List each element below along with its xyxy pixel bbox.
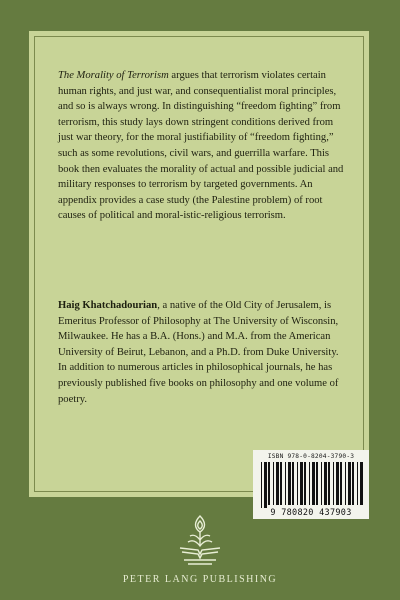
barcode-bars [253,450,369,510]
author-bio-paragraph [58,298,345,407]
synopsis-text: argues that terrorism violates certain human rights, and just war, and consequentialist moral principles, and so is always wrong. In distinguishing “freedom fighting” from terrorism, this study lays down stringent conditions derived from just war theory, for the moral justifiability of “freedom fighting,” such as some revolutions, civil wars, and guerrilla warfare. This book then evaluates the morality of actual and possible judicial and military responses to terrorism by targeted governments. An appendix provides a case study (the Palestine problem) of root causes of political and moral-istic-religious terrorism. [58,70,344,222]
barcode-bar [312,462,315,505]
barcode-bar [273,462,274,505]
barcode-bar [276,462,279,505]
barcode-bar [285,462,286,505]
barcode-bar [321,462,322,505]
book-title: The Morality of Terrorism [58,70,169,81]
barcode-bar [304,462,306,505]
barcode-bar [261,462,262,508]
barcode-bar [297,462,298,505]
barcode-bar [336,462,339,505]
isbn-label: ISBN 978-0-8204-3790-3 [267,453,355,460]
barcode-bar [360,462,363,505]
barcode-bar [264,462,267,508]
barcode-bar [292,462,294,505]
ean-digits: 9 780820 437903 [270,508,352,518]
barcode-bar [280,462,282,505]
barcode-bar [333,462,334,505]
barcode-bar [309,462,310,505]
barcode-bar [288,462,291,505]
barcode-bar [268,462,270,505]
barcode-bar [352,462,354,505]
barcode-bar [328,462,330,505]
publisher-name: PETER LANG PUBLISHING [122,574,278,585]
barcode-bar [340,462,342,505]
synopsis-paragraph [58,68,345,224]
author-name: Haig Khatchadourian [58,300,158,311]
barcode [253,450,369,519]
barcode-bar [316,462,318,505]
barcode-bar [345,462,346,505]
barcode-bar [324,462,327,505]
author-bio-text: , a native of the Old City of Jerusalem, is Emeritus Professor of Philosophy at The University of Wisconsin, Milwaukee. He has a B.A. (Hons.) and M.A. from the American University of Beirut, Lebanon, and a Ph.D. from Duke University. In addition to numerous articles in philosophical journals, he has previously published five books on philosophy and one volume of poetry. [58,300,339,405]
barcode-bar [300,462,303,505]
publisher-logo-icon [160,512,240,568]
barcode-bar [348,462,351,505]
text-panel [29,31,369,497]
barcode-bar [357,462,358,505]
